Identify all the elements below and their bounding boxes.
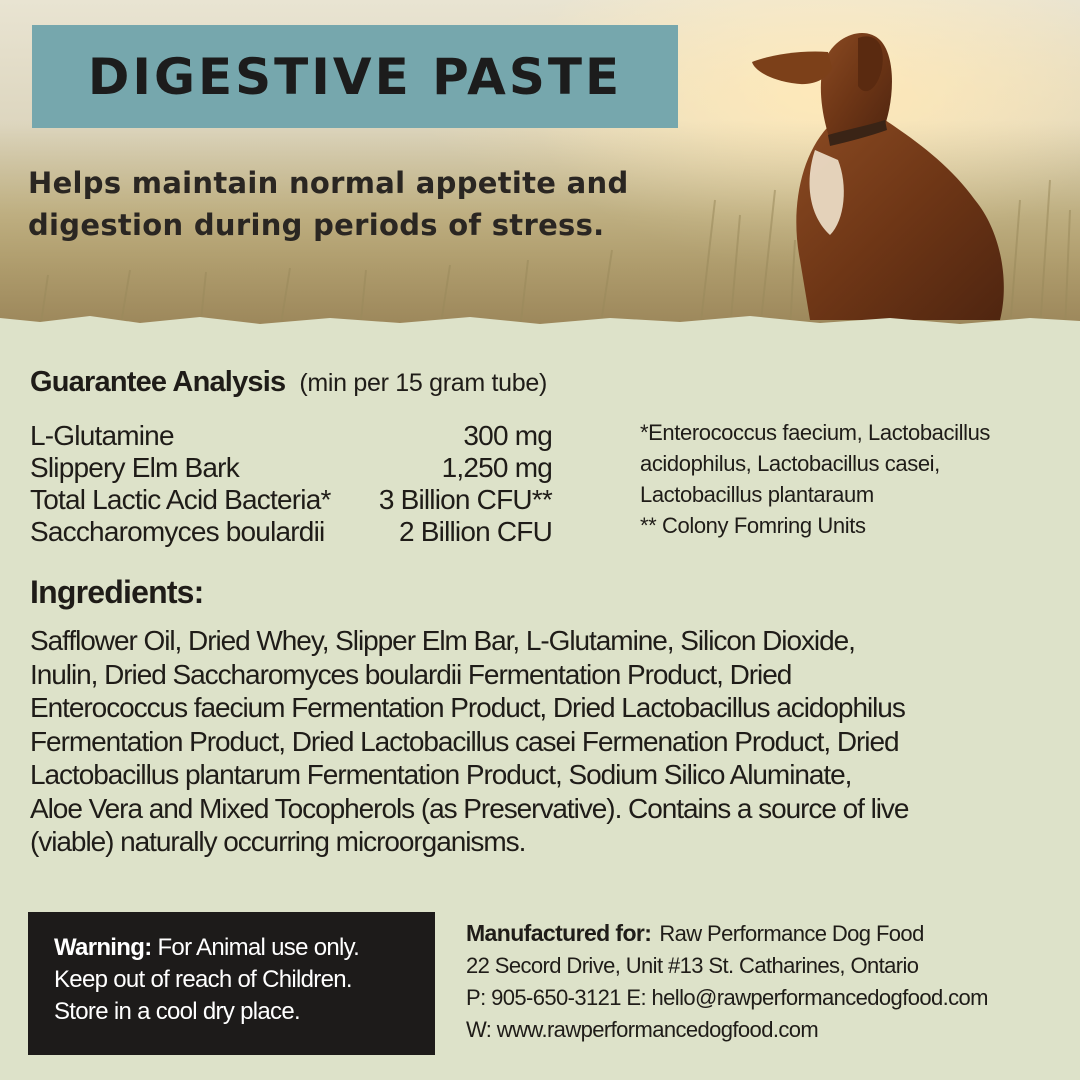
- ingredients-line: (viable) naturally occurring microorganisms.: [30, 826, 526, 857]
- analysis-name: Slippery Elm Bark: [30, 452, 239, 483]
- analysis-amount: 3 Billion CFU**: [378, 484, 552, 515]
- guarantee-analysis-heading: [30, 366, 547, 399]
- warning-text: For Animal use only.: [157, 934, 360, 961]
- analysis-row: [30, 420, 552, 452]
- subtitle-line: Helps maintain normal appetite and: [28, 166, 629, 200]
- warning-line: [54, 932, 435, 964]
- analysis-amount: 2 Billion CFU: [399, 516, 552, 547]
- analysis-row: [30, 516, 552, 548]
- analysis-row: [30, 484, 552, 516]
- manufacturer-contact: P: 905-650-3121 E: hello@rawperformancedogfood.com: [466, 985, 988, 1010]
- analysis-name: L-Glutamine: [30, 420, 174, 451]
- footnote-line: *Enterococcus faecium, Lactobacillus: [640, 420, 991, 445]
- ingredients-text: [30, 624, 1050, 859]
- ingredients-line: Enterococcus faecium Fermentation Product, Dried Lactobacillus acidophilus: [30, 692, 905, 723]
- ingredients-title: Ingredients:: [30, 574, 204, 610]
- manufacturer-address: 22 Secord Drive, Unit #13 St. Catharines, Ontario: [466, 953, 919, 978]
- ingredients-line: Inulin, Dried Saccharomyces boulardii Fermentation Product, Dried: [30, 658, 792, 690]
- analysis-row: [30, 452, 552, 484]
- ingredients-line: Aloe Vera and Mixed Tocopherols (as Preservative). Contains a source of live: [30, 792, 909, 824]
- analysis-amount: 1,250 mg: [441, 452, 552, 483]
- warning-box: [28, 912, 435, 1055]
- manufacturer-info: [466, 917, 1066, 1046]
- subtitle-line: digestion during periods of stress.: [28, 208, 605, 242]
- guarantee-analysis-title: Guarantee Analysis: [30, 366, 286, 398]
- footnote-line: ** Colony Fomring Units: [640, 513, 866, 538]
- analysis-amount: 300 mg: [463, 420, 552, 451]
- footnote-line: acidophilus, Lactobacillus casei,: [640, 451, 940, 476]
- manufacturer-label: Manufactured for:: [466, 920, 652, 946]
- analysis-footnotes: [640, 417, 1060, 541]
- warning-label: Warning:: [54, 934, 152, 961]
- footnote-line: Lactobacillus plantaraum: [640, 482, 874, 507]
- product-subtitle: [28, 162, 708, 246]
- title-banner: [32, 25, 678, 128]
- product-title: DIGESTIVE PASTE: [87, 47, 623, 106]
- manufacturer-website: W: www.rawperformancedogfood.com: [466, 1017, 819, 1042]
- guarantee-analysis-table: [30, 420, 552, 548]
- analysis-name: Total Lactic Acid Bacteria*: [30, 484, 331, 515]
- warning-line: Keep out of reach of Children.: [54, 966, 352, 993]
- hero-banner: [0, 0, 1080, 330]
- ingredients-line: Fermentation Product, Dried Lactobacillus casei Fermenation Product, Dried: [30, 725, 899, 757]
- manufacturer-company: Raw Performance Dog Food: [659, 921, 924, 946]
- manufacturer-line: [466, 917, 1066, 950]
- ingredients-line: Safflower Oil, Dried Whey, Slipper Elm Bar, L-Glutamine, Silicon Dioxide,: [30, 625, 855, 656]
- warning-line: Store in a cool dry place.: [54, 998, 300, 1025]
- analysis-name: Saccharomyces boulardii: [30, 516, 325, 547]
- guarantee-analysis-subtitle: (min per 15 gram tube): [299, 369, 547, 397]
- ingredients-line: Lactobacillus plantarum Fermentation Product, Sodium Silico Aluminate,: [30, 759, 852, 790]
